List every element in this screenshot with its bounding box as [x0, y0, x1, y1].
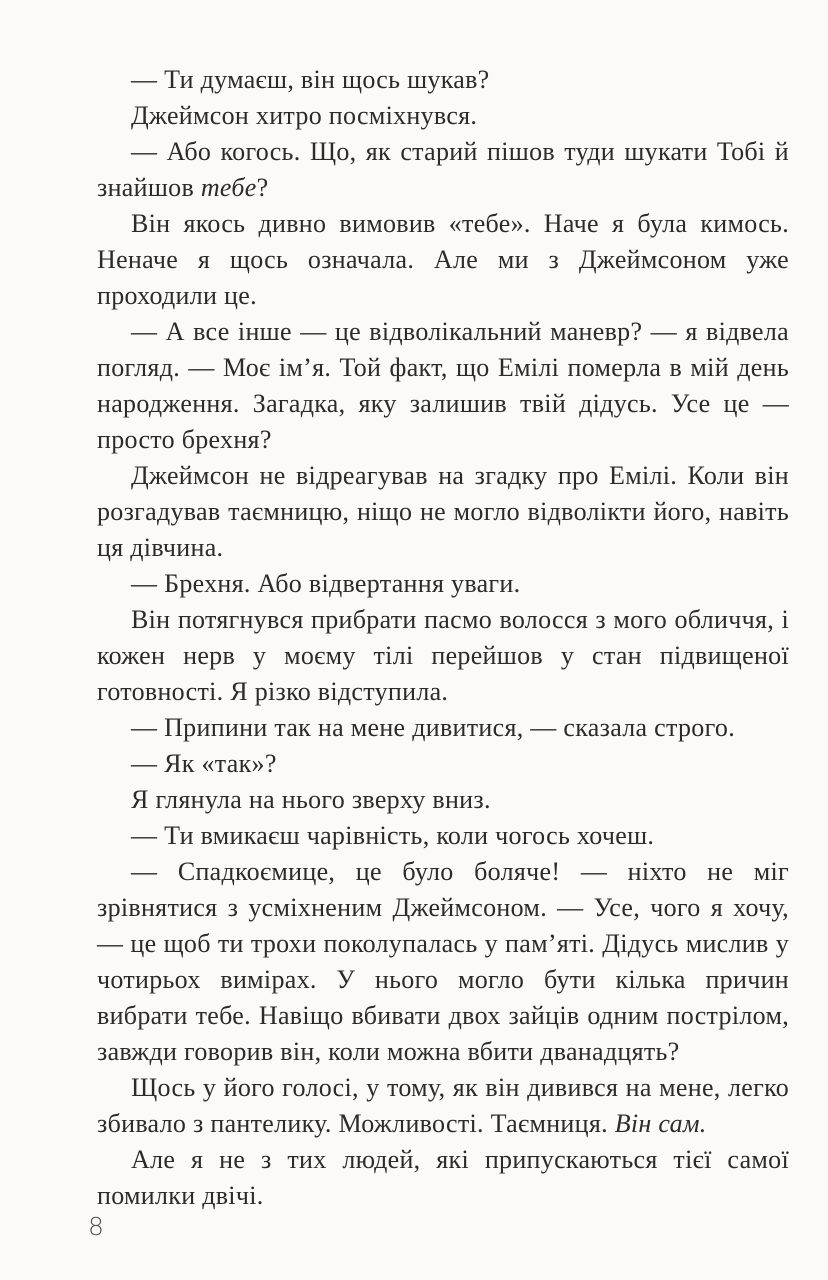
paragraph-1: — Ти думаєш, він щось шукав? — [131, 65, 490, 94]
paragraph-3-end: ? — [256, 173, 269, 202]
body-text — [97, 62, 789, 1214]
paragraph-11: Я глянула на нього зверху вниз. — [131, 785, 491, 814]
paragraph-13: — Спадкоємице, це було боляче! — ніхто не міг зрівнятися з усміхненим Джеймсоном. — Усе, чого я хочу, — це щоб ти трохи поколупалась у пам’яті. Дідусь мислив у чотирьох вимірах. У нього могло бути кілька причин вибрати тебе. Навіщо вбивати двох зайців одним пострілом, завжди говорив він, коли можна вбити дванадцять? — [97, 857, 789, 1066]
paragraph-2: Джеймсон хитро посміхнувся. — [131, 101, 478, 130]
paragraph-12: — Ти вмикаєш чарівність, коли чогось хочеш. — [131, 821, 655, 850]
paragraph-14-emphasis: Він сам. — [614, 1109, 707, 1138]
paragraph-3 — [97, 134, 789, 206]
page-number: 8 — [88, 1212, 104, 1241]
paragraph-6: Джеймсон не відреагував на згадку про Емілі. Коли він розгадував таємницю, ніщо не могло відволікти його, навіть ця дівчина. — [97, 461, 789, 562]
paragraph-3-emphasis: тебе — [200, 173, 257, 202]
paragraph-8: Він потягнувся прибрати пасмо волосся з мого обличчя, і кожен нерв у моєму тілі перейшов у стан підвищеної готовності. Я різко відступила. — [97, 605, 789, 706]
paragraph-5: — А все інше — це відволікальний маневр? — я відвела погляд. — Моє ім’я. Той факт, що Емілі померла в мій день народження. Загадка, яку залишив твій дідусь. Усе це — просто брехня? — [97, 317, 789, 454]
paragraph-15: Але я не з тих людей, які припускаються тієї самої помилки двічі. — [97, 1145, 789, 1210]
paragraph-3-text: — Або когось. Що, як старий пішов туди шукати Тобі й знайшов — [97, 137, 789, 202]
paragraph-14 — [97, 1070, 789, 1142]
paragraph-4: Він якось дивно вимовив «тебе». Наче я була кимось. Неначе я щось означала. Але ми з Джеймсоном уже проходили це. — [97, 209, 789, 310]
paragraph-9: — Припини так на мене дивитися, — сказала строго. — [131, 713, 736, 742]
paragraph-7: — Брехня. Або відвертання уваги. — [131, 569, 521, 598]
paragraph-10: — Як «так»? — [131, 749, 277, 778]
paragraph-14-text: Щось у його голосі, у тому, як він дивився на мене, легко збивало з пантелику. Можливості. Таємниця. — [97, 1073, 789, 1138]
